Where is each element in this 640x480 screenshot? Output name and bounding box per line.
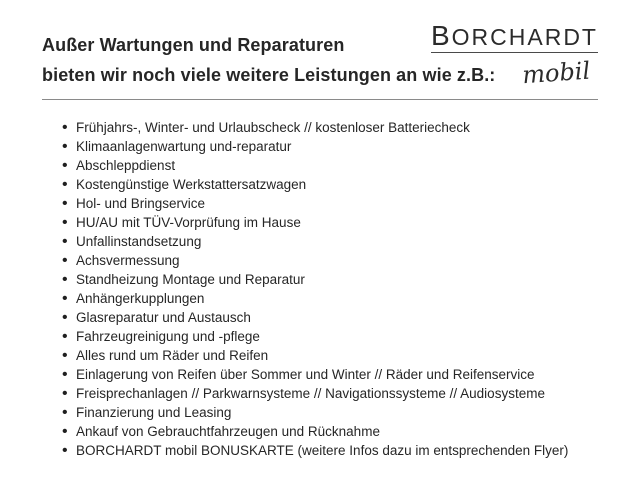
bullet-icon: • xyxy=(62,214,68,231)
service-item-label: Einlagerung von Reifen über Sommer und Winter // Räder und Reifenservice xyxy=(76,367,535,382)
list-item xyxy=(42,441,630,460)
service-item-label: Anhängerkupplungen xyxy=(76,291,205,306)
list-item xyxy=(42,403,630,422)
list-item xyxy=(42,232,630,251)
service-item-label: Finanzierung und Leasing xyxy=(76,405,232,420)
service-item-label: Kostengünstige Werkstattersatzwagen xyxy=(76,177,307,192)
bullet-icon: • xyxy=(62,176,68,193)
service-item-label: HU/AU mit TÜV-Vorprüfung im Hause xyxy=(76,215,301,230)
list-item xyxy=(42,289,630,308)
borchardt-logo xyxy=(430,20,598,90)
page-title-line1: Außer Wartungen und Reparaturen xyxy=(42,35,345,55)
bullet-icon: • xyxy=(62,138,68,155)
bullet-icon: • xyxy=(62,366,68,383)
bullet-icon: • xyxy=(62,328,68,345)
bullet-icon: • xyxy=(62,252,68,269)
page-title xyxy=(42,30,495,90)
service-item-label: Glasreparatur und Austausch xyxy=(76,310,251,325)
divider-line xyxy=(42,99,598,100)
bullet-icon: • xyxy=(62,404,68,421)
list-item xyxy=(42,327,630,346)
service-item-label: BORCHARDT mobil BONUSKARTE (weitere Infos dazu im entsprechenden Flyer) xyxy=(76,443,569,458)
bullet-icon: • xyxy=(62,309,68,326)
bullet-icon: • xyxy=(62,119,68,136)
services-list xyxy=(42,118,630,460)
service-item-label: Frühjahrs-, Winter- und Urlaubscheck // kostenloser Batteriecheck xyxy=(76,120,470,135)
bullet-icon: • xyxy=(62,271,68,288)
service-item-label: Abschleppdienst xyxy=(76,158,176,173)
service-item-label: Standheizung Montage und Reparatur xyxy=(76,272,305,287)
list-item xyxy=(42,365,630,384)
bullet-icon: • xyxy=(62,233,68,250)
list-item xyxy=(42,251,630,270)
list-item xyxy=(42,346,630,365)
bullet-icon: • xyxy=(62,347,68,364)
bullet-icon: • xyxy=(62,157,68,174)
service-item-label: Klimaanlagenwartung und-reparatur xyxy=(76,139,292,154)
service-item-label: Alles rund um Räder und Reifen xyxy=(76,348,269,363)
list-item xyxy=(42,422,630,441)
logo-script-mobil: mobil xyxy=(521,56,591,90)
bullet-icon: • xyxy=(62,423,68,440)
list-item xyxy=(42,270,630,289)
list-item xyxy=(42,194,630,213)
logo-wordmark: BORCHARDT xyxy=(430,20,598,51)
bullet-icon: • xyxy=(62,290,68,307)
list-item xyxy=(42,213,630,232)
list-item xyxy=(42,384,630,403)
list-item xyxy=(42,156,630,175)
bullet-icon: • xyxy=(62,385,68,402)
list-item xyxy=(42,118,630,137)
bullet-icon: • xyxy=(62,195,68,212)
list-item xyxy=(42,308,630,327)
list-item xyxy=(42,137,630,156)
service-item-label: Unfallinstandsetzung xyxy=(76,234,202,249)
service-item-label: Freisprechanlagen // Parkwarnsysteme // Navigationssysteme // Audiosysteme xyxy=(76,386,545,401)
page-title-line2: bieten wir noch viele weitere Leistungen an wie z.B.: xyxy=(42,65,496,85)
service-item-label: Achsvermessung xyxy=(76,253,180,268)
service-item-label: Fahrzeugreinigung und -pflege xyxy=(76,329,260,344)
service-item-label: Ankauf von Gebrauchtfahrzeugen und Rücknahme xyxy=(76,424,380,439)
list-item xyxy=(42,175,630,194)
service-item-label: Hol- und Bringservice xyxy=(76,196,206,211)
bullet-icon: • xyxy=(62,442,68,459)
